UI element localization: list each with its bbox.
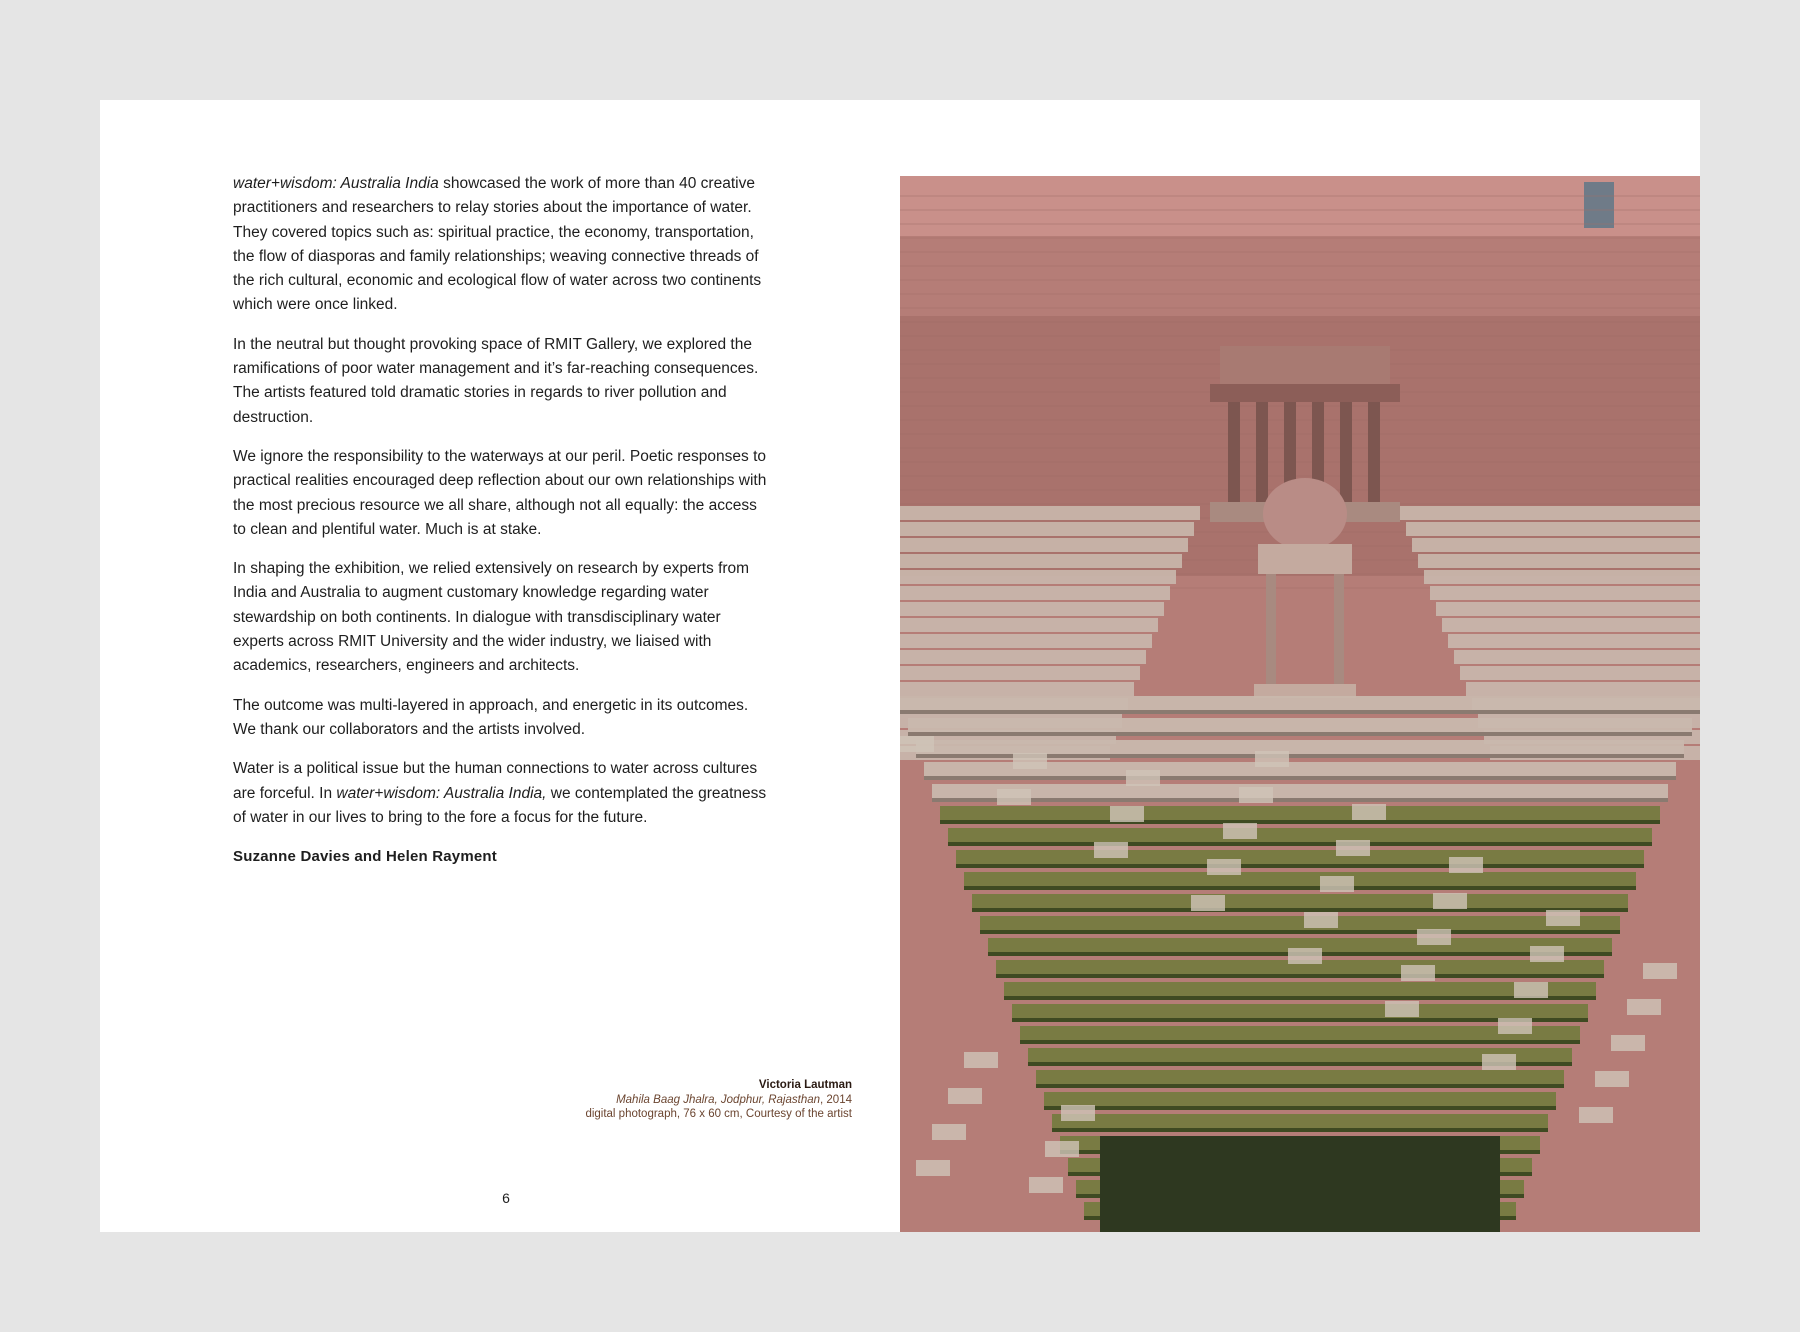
text-run: The outcome was multi-layered in approach, and energetic in its outcomes. We thank our collaborators and the artists involved. xyxy=(233,696,749,738)
text-run: In shaping the exhibition, we relied extensively on research by experts from India and Australia to augment customary knowledge regarding water stewardship on both continents. In dialogue with transdisciplinary water experts across RMIT University and the wider industry, we liaised with academics, researchers, engineers and architects. xyxy=(233,560,750,675)
terrace-shadow xyxy=(948,842,1652,846)
stair-step-right xyxy=(1466,682,1700,696)
terrace-shadow xyxy=(908,732,1692,736)
page-number: 6 xyxy=(502,1190,510,1206)
stair-step-left xyxy=(900,682,1134,696)
text-run: we contemplated the greatness of water in our lives to bring to the fore a focus for the future. xyxy=(233,784,767,826)
stair-step-right xyxy=(1418,554,1700,568)
stone-block xyxy=(1110,806,1144,822)
caption-artist: Victoria Lautman xyxy=(758,1079,852,1091)
stone-block xyxy=(1304,912,1338,928)
italic-title-run: water+wisdom: Australia India xyxy=(233,175,439,192)
stone-block xyxy=(900,736,934,752)
essay-paragraph xyxy=(233,172,773,318)
text-run: We ignore the responsibility to the waterways at our peril. Poetic responses to practical realities encouraged deep reflection about our own relationships with the most precious resource we all share, although not all equally: the access to clean and plentiful water. Much is at stake. xyxy=(233,447,767,538)
stair-step-left xyxy=(900,666,1140,680)
stair-step-left xyxy=(900,554,1182,568)
stair-step-right xyxy=(1412,538,1700,552)
stone-block xyxy=(1288,948,1322,964)
stone-block xyxy=(1126,770,1160,786)
stone-block xyxy=(1045,1141,1079,1157)
pavilion-roof xyxy=(1210,384,1400,402)
stone-block xyxy=(1579,1107,1613,1123)
stair-step-right xyxy=(1454,650,1700,664)
essay-text-column xyxy=(233,172,773,869)
window xyxy=(1584,182,1614,228)
pavilion-column xyxy=(1228,402,1240,502)
stone-block xyxy=(1191,895,1225,911)
image-caption xyxy=(452,1078,852,1122)
stair-step-left xyxy=(900,634,1152,648)
stair-step-right xyxy=(1442,618,1700,632)
stone-block xyxy=(1627,999,1661,1015)
chhatri-cap xyxy=(1258,544,1352,574)
stair-step-right xyxy=(1460,666,1700,680)
terrace-shadow xyxy=(980,930,1620,934)
pavilion-column xyxy=(1256,402,1268,502)
terrace-shadow xyxy=(924,776,1676,780)
text-run: In the neutral but thought provoking space of RMIT Gallery, we explored the ramifications of poor water management and it’s far-reaching consequences. The artists featured told dramatic stories in regards to river pollution and destruction. xyxy=(233,335,759,426)
caption-year: , 2014 xyxy=(820,1093,852,1106)
stair-step-left xyxy=(900,538,1188,552)
pavilion-column xyxy=(1340,402,1352,502)
book-spread xyxy=(100,100,1700,1232)
stone-block xyxy=(997,789,1031,805)
stone-block xyxy=(1449,857,1483,873)
stone-block xyxy=(1611,1035,1645,1051)
stone-block xyxy=(916,1160,950,1176)
caption-title-line xyxy=(452,1093,852,1108)
stone-block xyxy=(1352,804,1386,820)
chhatri-pillar xyxy=(1266,574,1276,684)
stone-block xyxy=(1223,823,1257,839)
stone-block xyxy=(964,1052,998,1068)
stair-step-right xyxy=(1436,602,1700,616)
essay-paragraph xyxy=(233,694,773,743)
terrace-shadow xyxy=(940,820,1660,824)
stair-step-right xyxy=(1430,586,1700,600)
terrace-shadow xyxy=(900,710,1700,714)
stair-step-right xyxy=(1400,506,1700,520)
stone-block xyxy=(1433,893,1467,909)
stair-step-left xyxy=(900,506,1200,520)
stone-block xyxy=(1207,859,1241,875)
stone-block xyxy=(1417,929,1451,945)
stone-block xyxy=(1061,1105,1095,1121)
stair-step-right xyxy=(1406,522,1700,536)
terrace-shadow xyxy=(956,864,1644,868)
text-run: showcased the work of more than 40 creative practitioners and researchers to relay stories about the importance of water. They covered topics such as: spiritual practice, the economy, transportation, the flow of diasporas and family relationships; weaving connective threads of the rich cultural, economic and ecological flow of water across two continents which were once linked. xyxy=(233,175,762,314)
stone-block xyxy=(1546,910,1580,926)
stone-block xyxy=(1255,751,1289,767)
essay-paragraph xyxy=(233,445,773,542)
terrace-shadow xyxy=(932,798,1668,802)
stone-block xyxy=(1336,840,1370,856)
terrace-shadow xyxy=(1004,996,1596,1000)
stone-block xyxy=(1498,1018,1532,1034)
stair-step-left xyxy=(900,602,1164,616)
water-pool xyxy=(1100,1136,1500,1232)
terrace-shadow xyxy=(1044,1106,1556,1110)
terrace-shadow xyxy=(1036,1084,1564,1088)
stair-step-left xyxy=(900,650,1146,664)
terrace-shadow xyxy=(964,886,1636,890)
stair-step-right xyxy=(1424,570,1700,584)
terrace-shadow xyxy=(972,908,1628,912)
pavilion-railing xyxy=(1220,346,1390,386)
stone-block xyxy=(948,1088,982,1104)
stone-block xyxy=(1029,1177,1063,1193)
stone-block xyxy=(1320,876,1354,892)
stair-step-left xyxy=(900,570,1176,584)
chhatri-dome xyxy=(1263,478,1347,550)
stone-block xyxy=(1482,1054,1516,1070)
caption-title: Mahila Baag Jhalra, Jodphur, Rajasthan xyxy=(616,1093,821,1106)
top-wall xyxy=(900,176,1700,236)
terrace-shadow xyxy=(1052,1128,1548,1132)
stone-block xyxy=(1643,963,1677,979)
stone-block xyxy=(1595,1071,1629,1087)
essay-paragraph xyxy=(233,333,773,430)
stone-block xyxy=(1239,787,1273,803)
chhatri-base xyxy=(1254,684,1356,698)
essay-paragraph xyxy=(233,557,773,678)
stone-block xyxy=(1530,946,1564,962)
terrace-shadow xyxy=(1020,1040,1580,1044)
terrace-shadow xyxy=(996,974,1604,978)
italic-title-run: water+wisdom: Australia India, xyxy=(336,784,547,802)
stone-block xyxy=(1514,982,1548,998)
essay-paragraph xyxy=(233,757,773,830)
pavilion-column xyxy=(1368,402,1380,502)
stair-step-left xyxy=(900,618,1158,632)
stone-block xyxy=(932,1124,966,1140)
stone-block xyxy=(1013,753,1047,769)
author-signature: Suzanne Davies and Helen Rayment xyxy=(233,848,497,866)
text-run: Water is a political issue but the human connections to water across cultures are forceful. In xyxy=(233,760,758,802)
stone-block xyxy=(1401,965,1435,981)
stair-step-right xyxy=(1448,634,1700,648)
caption-details: digital photograph, 76 x 60 cm, Courtesy of the artist xyxy=(585,1108,852,1120)
chhatri-pillar xyxy=(1334,574,1344,684)
stepwell-photo xyxy=(900,176,1700,1232)
stepwell-illustration xyxy=(900,176,1700,1232)
stone-block xyxy=(1094,842,1128,858)
essay-paragraphs xyxy=(233,172,773,830)
stair-step-left xyxy=(900,522,1194,536)
stone-block xyxy=(1385,1001,1419,1017)
stair-step-left xyxy=(900,586,1170,600)
